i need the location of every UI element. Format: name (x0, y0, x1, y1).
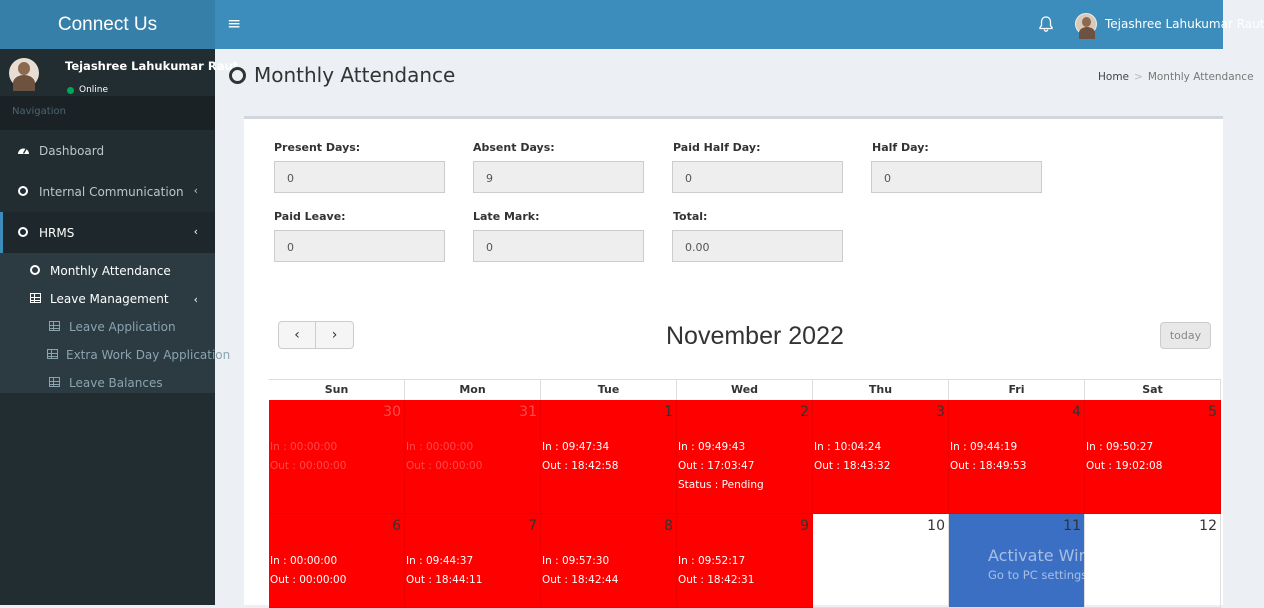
breadcrumb-separator: > (1134, 71, 1143, 83)
total-field[interactable]: 0.00 (672, 230, 843, 262)
nav-header: Navigation (0, 96, 215, 130)
next-month-button[interactable] (316, 321, 354, 349)
day-number: 4 (1072, 404, 1081, 420)
sidebar-item-hrms[interactable] (0, 212, 215, 253)
today-button[interactable]: today (1160, 322, 1211, 349)
sidebar-item-label: Leave Management (50, 292, 169, 306)
content-header (215, 49, 1254, 105)
attendance-event[interactable] (678, 552, 754, 590)
in-time: In : 09:49:43 (678, 441, 746, 453)
day-header: Sun (269, 380, 405, 400)
out-time: Out : 19:02:08 (1086, 460, 1163, 472)
day-header: Sat (1085, 380, 1221, 400)
calendar-day[interactable] (949, 400, 1085, 514)
sidebar-item-label: Extra Work Day Application (66, 348, 231, 362)
attendance-event[interactable] (270, 438, 346, 476)
sidebar-item-internal-communication[interactable] (0, 171, 215, 212)
user-panel (0, 49, 239, 96)
out-time: Out : 00:00:00 (270, 460, 347, 472)
day-number: 11 (1063, 518, 1081, 534)
late-mark-label: Late Mark: (473, 210, 540, 223)
in-time: In : 09:44:37 (406, 555, 474, 567)
absent-days-field[interactable]: 9 (473, 161, 644, 193)
day-number: 5 (1208, 404, 1217, 420)
day-number: 8 (664, 518, 673, 534)
status-text: Status : Pending (678, 479, 764, 491)
page-title (229, 63, 455, 87)
day-number: 12 (1199, 518, 1217, 534)
calendar-nav (278, 321, 354, 349)
attendance-event[interactable] (950, 438, 1026, 476)
paid-half-day-label: Paid Half Day: (673, 141, 761, 154)
sidebar-item-leave-balances[interactable] (0, 369, 215, 397)
calendar-day[interactable] (405, 400, 541, 514)
chevron-left-icon: ‹ (193, 225, 198, 238)
in-time: In : 09:44:19 (950, 441, 1018, 453)
user-menu[interactable] (1075, 13, 1264, 35)
attendance-event[interactable] (814, 438, 890, 476)
breadcrumb-current: Monthly Attendance (1147, 71, 1254, 83)
bell-icon[interactable] (1037, 15, 1055, 33)
sidebar-user-name: Tejashree Lahukumar Raut (65, 59, 239, 73)
in-time: In : 09:47:34 (542, 441, 610, 453)
top-navbar (215, 0, 1264, 49)
in-time: In : 00:00:00 (406, 441, 474, 453)
out-time: Out : 18:42:58 (542, 460, 619, 472)
day-number: 3 (936, 404, 945, 420)
in-time: In : 09:57:30 (542, 555, 610, 567)
attendance-event[interactable] (406, 438, 482, 476)
out-time: Out : 18:42:44 (542, 574, 619, 586)
sidebar-item-label: HRMS (39, 225, 75, 240)
breadcrumb (1093, 71, 1254, 83)
table-icon (47, 348, 58, 362)
hrms-submenu (0, 253, 231, 393)
out-time: Out : 18:44:11 (406, 574, 483, 586)
avatar (9, 58, 39, 88)
day-header: Wed (677, 380, 813, 400)
menu-toggle-icon[interactable]: ≡ (227, 14, 242, 34)
sidebar-item-label: Leave Balances (69, 376, 163, 390)
avatar (1075, 13, 1097, 35)
user-status (67, 85, 108, 95)
sidebar-item-leave-application[interactable] (0, 313, 215, 341)
app-logo[interactable]: Connect Us (0, 0, 215, 49)
sidebar-item-label: Monthly Attendance (50, 264, 171, 278)
attendance-event[interactable] (406, 552, 482, 590)
out-time: Out : 18:43:32 (814, 460, 891, 472)
calendar-day[interactable] (813, 514, 949, 608)
calendar-day[interactable] (269, 400, 405, 514)
attendance-event[interactable] (270, 552, 346, 590)
half-day-field[interactable]: 0 (871, 161, 1042, 193)
online-dot-icon (67, 87, 74, 94)
calendar-day[interactable] (677, 400, 813, 514)
attendance-event[interactable] (678, 438, 764, 495)
windows-activation-watermark (988, 546, 1211, 582)
sidebar-item-dashboard[interactable] (0, 130, 215, 171)
in-time: In : 09:52:17 (678, 555, 746, 567)
day-number: 6 (392, 518, 401, 534)
sidebar-item-label: Internal Communication (39, 184, 184, 199)
circle-icon (16, 226, 30, 240)
attendance-box (244, 116, 1223, 605)
day-number: 9 (800, 518, 809, 534)
calendar-day[interactable] (269, 514, 405, 608)
watermark-subtitle: Go to PC settings to activate Windows. (988, 568, 1212, 582)
calendar-title: November 2022 (666, 322, 844, 350)
circle-icon (16, 185, 30, 199)
dashboard-icon (16, 144, 30, 158)
attendance-event[interactable] (542, 552, 618, 590)
watermark-title: Activate Windows (988, 546, 1131, 565)
sidebar-item-leave-management[interactable] (0, 285, 215, 313)
chevron-right-icon: › (331, 327, 338, 343)
out-time: Out : 18:49:53 (950, 460, 1027, 472)
header-user-name: Tejashree Lahukumar Raut (1105, 17, 1264, 31)
prev-month-button[interactable] (278, 321, 316, 349)
chevron-left-icon: ‹ (294, 327, 300, 343)
circle-icon (229, 67, 246, 84)
day-header: Tue (541, 380, 677, 400)
day-number: 30 (383, 404, 401, 420)
sidebar-item-monthly-attendance[interactable] (0, 257, 215, 285)
day-number: 31 (519, 404, 537, 420)
in-time: In : 10:04:24 (814, 441, 882, 453)
calendar-day[interactable] (541, 400, 677, 514)
table-icon (47, 376, 61, 390)
calendar-day[interactable] (405, 514, 541, 608)
paid-leave-label: Paid Leave: (274, 210, 346, 223)
present-days-label: Present Days: (274, 141, 361, 154)
calendar-day[interactable] (677, 514, 813, 608)
day-number: 2 (800, 404, 809, 420)
attendance-event[interactable] (1086, 438, 1162, 476)
page-title-text: Monthly Attendance (254, 63, 456, 87)
in-time: In : 09:50:27 (1086, 441, 1154, 453)
paid-half-day-field[interactable]: 0 (672, 161, 843, 193)
day-header: Fri (949, 380, 1085, 400)
calendar-header-row (269, 379, 1221, 400)
half-day-label: Half Day: (872, 141, 929, 154)
late-mark-field[interactable]: 0 (473, 230, 644, 262)
in-time: In : 00:00:00 (270, 555, 338, 567)
table-icon (28, 292, 42, 306)
out-time: Out : 18:42:31 (678, 574, 755, 586)
out-time: Out : 00:00:00 (270, 574, 347, 586)
sidebar-item-extra-work-day[interactable] (0, 341, 231, 369)
attendance-event[interactable] (542, 438, 618, 476)
sidebar-item-label: Leave Application (69, 320, 176, 334)
day-header: Mon (405, 380, 541, 400)
day-number: 1 (664, 404, 673, 420)
sidebar-item-label: Dashboard (39, 143, 105, 158)
circle-icon (28, 264, 42, 278)
total-label: Total: (673, 210, 708, 223)
breadcrumb-home[interactable]: Home (1098, 71, 1130, 83)
paid-leave-field[interactable]: 0 (274, 230, 445, 262)
chevron-left-icon: ‹ (193, 293, 198, 306)
calendar-day[interactable] (813, 400, 949, 514)
in-time: In : 00:00:00 (270, 441, 338, 453)
out-time: Out : 00:00:00 (406, 460, 483, 472)
calendar-week (269, 400, 1221, 514)
status-label: Online (79, 85, 109, 95)
day-number: 7 (528, 518, 537, 534)
calendar-day[interactable] (1085, 400, 1221, 514)
sidebar (0, 49, 239, 605)
day-number: 10 (927, 518, 945, 534)
calendar-day[interactable] (541, 514, 677, 608)
chevron-left-icon: ‹ (193, 184, 198, 197)
absent-days-label: Absent Days: (473, 141, 555, 154)
out-time: Out : 17:03:47 (678, 460, 755, 472)
day-header: Thu (813, 380, 949, 400)
present-days-field[interactable]: 0 (274, 161, 445, 193)
table-icon (47, 320, 61, 334)
